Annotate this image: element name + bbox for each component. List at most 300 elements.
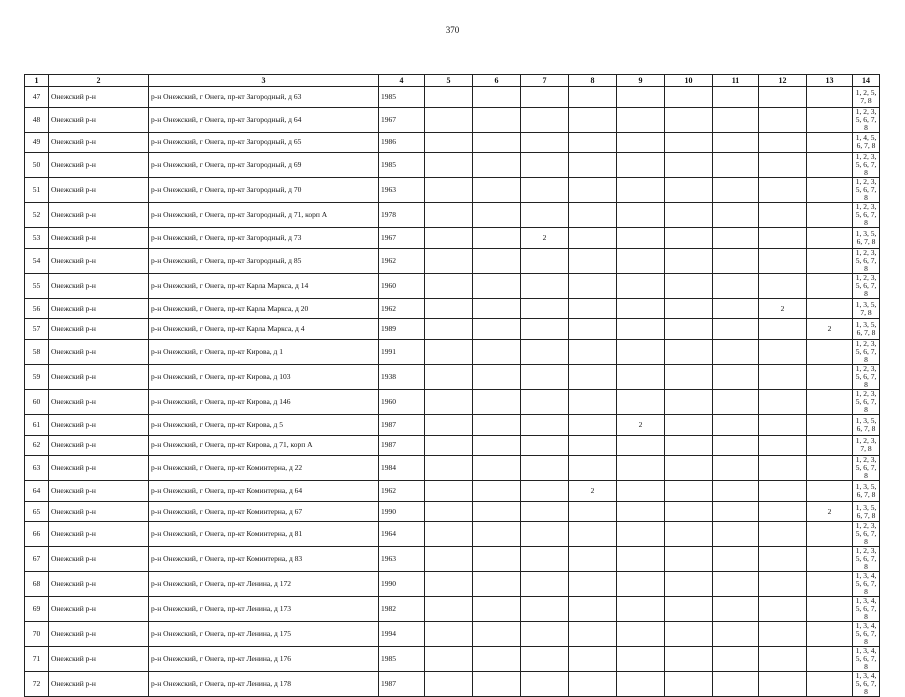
table-cell — [617, 572, 665, 597]
table-cell: 1, 3, 5, 6, 7, 8 — [853, 481, 880, 502]
table-cell — [521, 481, 569, 502]
table-cell — [617, 339, 665, 364]
table-row — [25, 228, 880, 249]
table-cell — [713, 132, 759, 153]
table-cell: 1967 — [379, 228, 425, 249]
table-cell — [759, 203, 807, 228]
table-cell — [713, 248, 759, 273]
table-cell: Онежский р-н — [49, 389, 149, 414]
table-cell — [759, 672, 807, 697]
table-cell: Онежский р-н — [49, 339, 149, 364]
table-cell: Онежский р-н — [49, 572, 149, 597]
column-header: 14 — [853, 75, 880, 87]
table-cell — [617, 547, 665, 572]
table-cell — [713, 178, 759, 203]
table-cell — [569, 622, 617, 647]
table-cell — [665, 501, 713, 522]
table-cell — [665, 364, 713, 389]
table-cell — [807, 339, 853, 364]
table-cell: 1985 — [379, 647, 425, 672]
table-cell: 1, 3, 4, 5, 6, 7, 8 — [853, 622, 880, 647]
table-cell — [473, 203, 521, 228]
table-cell: р-н Онежский, г Онега, пр-кт Кирова, д 1 — [149, 339, 379, 364]
table-row — [25, 364, 880, 389]
table-cell — [713, 456, 759, 481]
column-header: 11 — [713, 75, 759, 87]
table-cell — [807, 273, 853, 298]
table-cell — [759, 622, 807, 647]
table-body — [25, 87, 880, 697]
table-cell — [665, 178, 713, 203]
table-cell: 65 — [25, 501, 49, 522]
table-cell — [521, 298, 569, 319]
table-row — [25, 647, 880, 672]
table-cell — [425, 456, 473, 481]
table-cell: 70 — [25, 622, 49, 647]
table-cell — [665, 481, 713, 502]
table-cell — [617, 456, 665, 481]
table-cell — [665, 522, 713, 547]
table-cell — [713, 364, 759, 389]
table-cell — [713, 647, 759, 672]
table-cell — [569, 414, 617, 435]
table-row — [25, 178, 880, 203]
column-header: 1 — [25, 75, 49, 87]
table-cell — [617, 622, 665, 647]
table-cell: р-н Онежский, г Онега, пр-кт Загородный, д 73 — [149, 228, 379, 249]
table-cell: Онежский р-н — [49, 319, 149, 340]
table-cell — [617, 248, 665, 273]
table-cell — [665, 672, 713, 697]
table-cell: 47 — [25, 87, 49, 108]
table-cell: 49 — [25, 132, 49, 153]
table-cell — [521, 647, 569, 672]
table-cell — [665, 547, 713, 572]
table-cell — [807, 107, 853, 132]
table-cell: 51 — [25, 178, 49, 203]
table-cell: 1986 — [379, 132, 425, 153]
table-cell: р-н Онежский, г Онега, пр-кт Коминтерна, д 64 — [149, 481, 379, 502]
table-cell — [425, 547, 473, 572]
table-cell: 50 — [25, 153, 49, 178]
table-cell — [665, 597, 713, 622]
table-cell: 1938 — [379, 364, 425, 389]
table-cell — [807, 248, 853, 273]
table-cell — [713, 547, 759, 572]
table-cell — [521, 153, 569, 178]
table-cell — [569, 107, 617, 132]
table-cell: 71 — [25, 647, 49, 672]
table-cell — [807, 481, 853, 502]
column-header: 9 — [617, 75, 665, 87]
table-cell — [713, 389, 759, 414]
table-cell — [665, 248, 713, 273]
table-cell — [521, 456, 569, 481]
table-cell: Онежский р-н — [49, 364, 149, 389]
table-cell — [521, 435, 569, 456]
table-cell: р-н Онежский, г Онега, пр-кт Загородный, д 65 — [149, 132, 379, 153]
table-cell — [521, 414, 569, 435]
table-cell — [425, 203, 473, 228]
table-cell — [569, 547, 617, 572]
table-cell — [473, 132, 521, 153]
table-cell — [617, 481, 665, 502]
table-cell — [807, 547, 853, 572]
table-cell: 1987 — [379, 435, 425, 456]
table-cell — [807, 389, 853, 414]
table-cell: 52 — [25, 203, 49, 228]
table-cell — [713, 107, 759, 132]
table-cell — [569, 132, 617, 153]
table-cell: 1, 2, 3, 5, 6, 7, 8 — [853, 273, 880, 298]
table-cell — [473, 248, 521, 273]
table-cell: Онежский р-н — [49, 522, 149, 547]
table-cell — [521, 319, 569, 340]
table-cell: 2 — [521, 228, 569, 249]
table-cell: р-н Онежский, г Онега, пр-кт Ленина, д 178 — [149, 672, 379, 697]
table-cell — [665, 319, 713, 340]
table-cell — [807, 597, 853, 622]
table-cell: р-н Онежский, г Онега, пр-кт Карла Маркса, д 14 — [149, 273, 379, 298]
table-row — [25, 107, 880, 132]
table-cell — [713, 203, 759, 228]
table-cell — [665, 622, 713, 647]
table-row — [25, 414, 880, 435]
table-cell: 60 — [25, 389, 49, 414]
table-cell: 1987 — [379, 672, 425, 697]
table-cell — [569, 178, 617, 203]
table-cell — [759, 389, 807, 414]
table-cell — [425, 414, 473, 435]
table-cell — [425, 228, 473, 249]
table-cell — [521, 364, 569, 389]
table-cell — [569, 273, 617, 298]
table-cell — [569, 298, 617, 319]
table-row — [25, 319, 880, 340]
table-cell — [425, 501, 473, 522]
column-header: 6 — [473, 75, 521, 87]
table-cell — [713, 672, 759, 697]
table-cell — [425, 522, 473, 547]
table-cell — [521, 622, 569, 647]
table-row — [25, 435, 880, 456]
table-cell: 2 — [807, 319, 853, 340]
table-cell — [713, 572, 759, 597]
table-cell — [617, 132, 665, 153]
table-cell — [665, 153, 713, 178]
register-table — [24, 74, 880, 697]
table-cell — [473, 87, 521, 108]
table-cell — [713, 597, 759, 622]
table-cell: 72 — [25, 672, 49, 697]
table-cell: р-н Онежский, г Онега, пр-кт Кирова, д 5 — [149, 414, 379, 435]
table-cell — [759, 522, 807, 547]
table-cell — [665, 647, 713, 672]
table-cell — [617, 501, 665, 522]
column-header: 8 — [569, 75, 617, 87]
table-cell: 63 — [25, 456, 49, 481]
table-cell — [569, 435, 617, 456]
table-row — [25, 153, 880, 178]
table-cell — [473, 456, 521, 481]
table-cell — [473, 364, 521, 389]
table-cell — [473, 647, 521, 672]
table-cell — [759, 248, 807, 273]
table-row — [25, 132, 880, 153]
table-cell — [521, 597, 569, 622]
table-cell: 1, 2, 3, 5, 6, 7, 8 — [853, 339, 880, 364]
table-row — [25, 298, 880, 319]
table-cell — [569, 456, 617, 481]
table-cell: 1985 — [379, 153, 425, 178]
table-cell: Онежский р-н — [49, 456, 149, 481]
table-cell: 68 — [25, 572, 49, 597]
table-cell — [617, 87, 665, 108]
table-row — [25, 339, 880, 364]
column-header: 12 — [759, 75, 807, 87]
table-cell — [617, 435, 665, 456]
table-cell — [665, 339, 713, 364]
table-cell — [569, 647, 617, 672]
table-row — [25, 547, 880, 572]
table-cell — [425, 298, 473, 319]
table-cell: 1967 — [379, 107, 425, 132]
table-cell — [807, 203, 853, 228]
page-number: 370 — [445, 25, 460, 35]
table-cell — [473, 107, 521, 132]
table-cell — [807, 672, 853, 697]
table-cell: Онежский р-н — [49, 435, 149, 456]
table-cell — [807, 132, 853, 153]
table-cell — [617, 203, 665, 228]
table-cell — [665, 203, 713, 228]
table-row — [25, 389, 880, 414]
table-cell — [473, 339, 521, 364]
table-cell: 62 — [25, 435, 49, 456]
table-cell: 67 — [25, 547, 49, 572]
table-cell: 61 — [25, 414, 49, 435]
table-cell — [617, 319, 665, 340]
table-cell — [521, 132, 569, 153]
table-cell — [425, 435, 473, 456]
table-cell — [569, 153, 617, 178]
table-cell: Онежский р-н — [49, 228, 149, 249]
table-cell: Онежский р-н — [49, 107, 149, 132]
table-cell — [617, 597, 665, 622]
table-cell — [665, 273, 713, 298]
table-cell — [569, 248, 617, 273]
table-cell — [759, 481, 807, 502]
table-cell: Онежский р-н — [49, 672, 149, 697]
table-cell — [759, 647, 807, 672]
table-cell — [569, 522, 617, 547]
column-header: 10 — [665, 75, 713, 87]
table-cell: р-н Онежский, г Онега, пр-кт Коминтерна, д 81 — [149, 522, 379, 547]
table-cell — [521, 339, 569, 364]
table-cell — [759, 547, 807, 572]
table-cell — [473, 414, 521, 435]
table-cell — [473, 298, 521, 319]
table-cell — [473, 622, 521, 647]
table-cell — [521, 178, 569, 203]
table-cell — [569, 672, 617, 697]
column-header: 3 — [149, 75, 379, 87]
table-cell — [665, 107, 713, 132]
table-cell — [425, 672, 473, 697]
table-cell — [759, 501, 807, 522]
table-cell: р-н Онежский, г Онега, пр-кт Кирова, д 71, корп А — [149, 435, 379, 456]
table-cell — [569, 364, 617, 389]
table-cell — [759, 597, 807, 622]
table-row — [25, 622, 880, 647]
table-cell: р-н Онежский, г Онега, пр-кт Кирова, д 103 — [149, 364, 379, 389]
table-cell — [473, 522, 521, 547]
table-cell: 1989 — [379, 319, 425, 340]
table-cell — [807, 364, 853, 389]
table-cell: 1960 — [379, 389, 425, 414]
table-cell: 1962 — [379, 481, 425, 502]
table-cell: 1, 3, 4, 5, 6, 7, 8 — [853, 647, 880, 672]
table-cell — [713, 339, 759, 364]
table-cell: 1985 — [379, 87, 425, 108]
table-cell: 1987 — [379, 414, 425, 435]
table-cell — [521, 572, 569, 597]
table-cell: 1990 — [379, 501, 425, 522]
table-cell — [759, 435, 807, 456]
table-cell — [713, 319, 759, 340]
table-cell — [759, 132, 807, 153]
column-header: 4 — [379, 75, 425, 87]
column-header: 13 — [807, 75, 853, 87]
table-cell — [617, 364, 665, 389]
table-cell: 58 — [25, 339, 49, 364]
table-cell: Онежский р-н — [49, 547, 149, 572]
table-cell — [425, 248, 473, 273]
table-cell: 59 — [25, 364, 49, 389]
table-cell — [759, 572, 807, 597]
table-row — [25, 481, 880, 502]
column-header: 5 — [425, 75, 473, 87]
table-cell: р-н Онежский, г Онега, пр-кт Ленина, д 176 — [149, 647, 379, 672]
table-cell: 1, 2, 3, 5, 6, 7, 8 — [853, 153, 880, 178]
table-cell: 69 — [25, 597, 49, 622]
table-cell — [759, 319, 807, 340]
table-cell — [521, 273, 569, 298]
table-cell — [617, 389, 665, 414]
table-cell — [473, 672, 521, 697]
table-cell: Онежский р-н — [49, 273, 149, 298]
table-cell: 1984 — [379, 456, 425, 481]
table-cell: 55 — [25, 273, 49, 298]
table-cell: Онежский р-н — [49, 153, 149, 178]
table-cell — [617, 672, 665, 697]
table-cell: 1, 2, 3, 5, 6, 7, 8 — [853, 364, 880, 389]
table-cell — [807, 178, 853, 203]
table-cell: 1, 3, 4, 5, 6, 7, 8 — [853, 572, 880, 597]
table-cell — [713, 435, 759, 456]
table-cell — [473, 501, 521, 522]
table-cell: Онежский р-н — [49, 87, 149, 108]
table-cell: Онежский р-н — [49, 203, 149, 228]
table-cell: Онежский р-н — [49, 647, 149, 672]
table-cell: 1, 2, 3, 7, 8 — [853, 435, 880, 456]
table-cell — [521, 248, 569, 273]
table-cell: 2 — [569, 481, 617, 502]
table-cell — [473, 435, 521, 456]
table-cell — [521, 672, 569, 697]
table-cell: 1982 — [379, 597, 425, 622]
table-cell: 1, 3, 5, 6, 7, 8 — [853, 414, 880, 435]
table-cell: р-н Онежский, г Онега, пр-кт Загородный, д 64 — [149, 107, 379, 132]
table-cell — [569, 389, 617, 414]
table-cell — [665, 132, 713, 153]
table-cell: 57 — [25, 319, 49, 340]
table-cell — [473, 481, 521, 502]
table-cell: р-н Онежский, г Онега, пр-кт Ленина, д 172 — [149, 572, 379, 597]
table-cell — [425, 339, 473, 364]
table-cell — [521, 107, 569, 132]
table-cell — [425, 481, 473, 502]
table-cell — [665, 298, 713, 319]
table-cell: 1960 — [379, 273, 425, 298]
table-cell — [425, 273, 473, 298]
table-cell — [521, 389, 569, 414]
table-cell — [473, 547, 521, 572]
table-cell — [521, 547, 569, 572]
table-cell — [807, 622, 853, 647]
table-cell: 1991 — [379, 339, 425, 364]
table-cell — [807, 414, 853, 435]
table-cell — [617, 522, 665, 547]
table-cell: 2 — [617, 414, 665, 435]
table-cell: р-н Онежский, г Онега, пр-кт Загородный, д 71, корп А — [149, 203, 379, 228]
table-cell — [521, 522, 569, 547]
table-row — [25, 522, 880, 547]
table-cell — [713, 87, 759, 108]
table-cell: р-н Онежский, г Онега, пр-кт Загородный, д 69 — [149, 153, 379, 178]
table-cell — [617, 228, 665, 249]
column-header: 2 — [49, 75, 149, 87]
table-cell — [425, 647, 473, 672]
table-cell — [425, 153, 473, 178]
table-cell: 1, 2, 5, 7, 8 — [853, 87, 880, 108]
table-cell — [713, 153, 759, 178]
table-cell — [665, 435, 713, 456]
table-cell — [569, 203, 617, 228]
table-cell: р-н Онежский, г Онега, пр-кт Кирова, д 146 — [149, 389, 379, 414]
table-cell — [759, 273, 807, 298]
table-cell: 1963 — [379, 178, 425, 203]
table-cell — [569, 501, 617, 522]
table-cell: 1, 2, 3, 5, 6, 7, 8 — [853, 547, 880, 572]
table-cell — [425, 622, 473, 647]
table-cell: 1990 — [379, 572, 425, 597]
table-cell: 1, 3, 4, 5, 6, 7, 8 — [853, 672, 880, 697]
table-cell — [807, 153, 853, 178]
table-cell — [569, 597, 617, 622]
table-cell: 1, 2, 3, 5, 6, 7, 8 — [853, 248, 880, 273]
table-cell — [617, 107, 665, 132]
table-cell — [473, 319, 521, 340]
table-cell — [807, 435, 853, 456]
table-cell: 2 — [759, 298, 807, 319]
table-cell: Онежский р-н — [49, 414, 149, 435]
table-cell — [807, 572, 853, 597]
table-cell — [807, 228, 853, 249]
table-cell: р-н Онежский, г Онега, пр-кт Коминтерна, д 22 — [149, 456, 379, 481]
table-cell — [759, 178, 807, 203]
table-cell: 1, 2, 3, 5, 6, 7, 8 — [853, 389, 880, 414]
